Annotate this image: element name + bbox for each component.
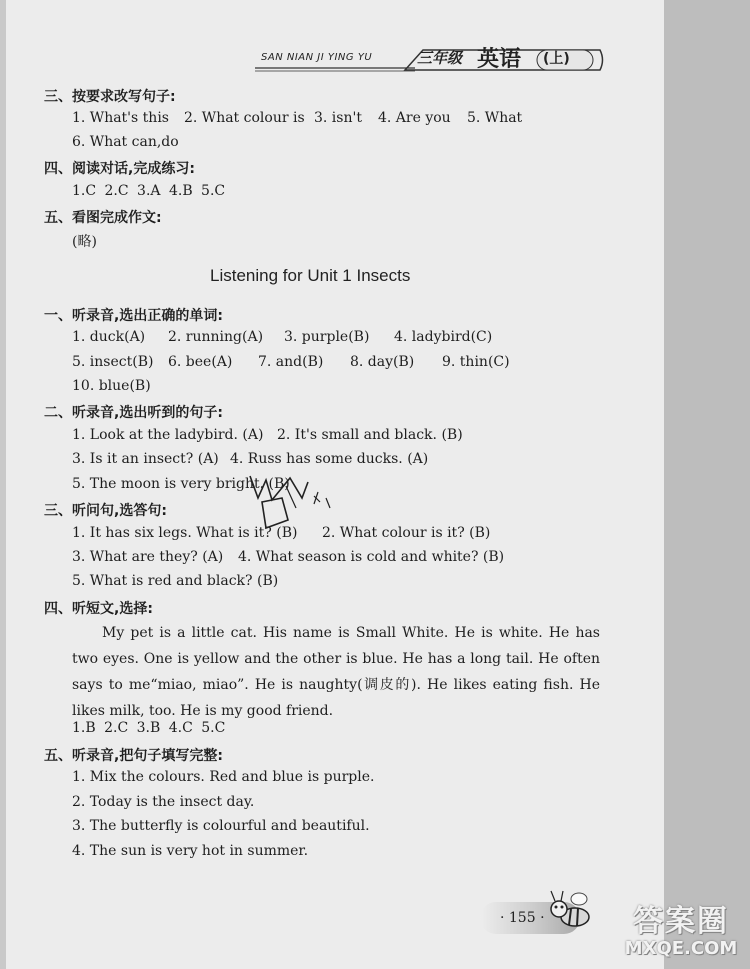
answer-item: 3. isn't [314, 110, 362, 126]
answer-item: 8. day(B) [350, 354, 415, 370]
answer-item: 3. What are they? (A) [72, 549, 224, 565]
header-volume: (上) [543, 51, 570, 67]
section-title: 五、看图完成作文: [44, 210, 162, 226]
answer-item: 3. purple(B) [284, 329, 370, 345]
answer-item: 6. bee(A) [168, 354, 233, 370]
answer-item: 4. Russ has some ducks. (A) [230, 451, 429, 467]
section-title: 五、听录音,把句子填写完整: [44, 748, 223, 764]
section-title: 三、按要求改写句子: [44, 89, 176, 105]
section-title: 一、听录音,选出正确的单词: [44, 308, 223, 324]
background-strip [664, 0, 750, 969]
page-number: · 155 · [500, 910, 545, 926]
section-title: 四、阅读对话,完成练习: [44, 161, 195, 177]
answer-item: 9. thin(C) [442, 354, 510, 370]
handwriting-scribble [230, 468, 340, 548]
header-pinyin: SAN NIAN JI YING YU [261, 52, 373, 63]
bee-mascot-icon [545, 887, 597, 931]
answer-item: 1. duck(A) [72, 329, 146, 345]
answer-item: 4. Are you [378, 110, 451, 126]
header-subject: 英语 [477, 47, 522, 72]
answer-item: 5. What [467, 110, 523, 126]
answer-item: 2. What colour is it? (B) [322, 525, 491, 541]
unit-title: Listening for Unit 1 Insects [210, 266, 411, 285]
answer-item: 2. It's small and black. (B) [277, 427, 463, 443]
answer-item: 1. Look at the ladybird. (A) [72, 427, 264, 443]
answer-item: 3. Is it an insect? (A) [72, 451, 219, 467]
answer-item: 1. It has six legs. What is it? (B) [72, 525, 298, 541]
answer-line: 4. The sun is very hot in summer. [72, 843, 309, 859]
answer-item: 5. insect(B) [72, 354, 154, 370]
page-header [255, 44, 605, 78]
answer-item: 1. What's this [72, 110, 169, 126]
watermark-logo-text: 答案圈 [633, 904, 729, 939]
answer-line: (略) [72, 234, 97, 250]
watermark [616, 896, 746, 959]
answer-item: 4. What season is cold and white? (B) [238, 549, 505, 565]
section-title: 四、听短文,选择: [44, 601, 153, 617]
answer-line: 5. What is red and black? (B) [72, 573, 279, 589]
answer-line: 1. Mix the colours. Red and blue is purple. [72, 769, 375, 785]
answer-line: 5. The moon is very bright. (B) [72, 476, 290, 492]
section-title: 三、听问句,选答句: [44, 503, 167, 519]
section-title: 二、听录音,选出听到的句子: [44, 405, 223, 421]
answer-line: 2. Today is the insect day. [72, 794, 255, 810]
answer-item: 7. and(B) [258, 354, 324, 370]
watermark-url: MXQE.COM [624, 938, 738, 959]
answer-item: 4. ladybird(C) [394, 329, 493, 345]
answer-line: 10. blue(B) [72, 378, 151, 394]
answer-line: 1.B 2.C 3.B 4.C 5.C [72, 720, 226, 736]
answer-line: 6. What can,do [72, 134, 179, 150]
answer-line: 3. The butterfly is colourful and beautiful. [72, 818, 370, 834]
reading-passage: My pet is a little cat. His name is Small White. He is white. He has two eyes. One is yellow and the other is blue. He has a long tail. He often says to me“miao, miao”. He is naughty(调皮的). He likes eating fish. He likes milk, too. He is my good friend. [72, 625, 600, 719]
answer-item: 2. What colour is [184, 110, 305, 126]
answer-line: 1.C 2.C 3.A 4.B 5.C [72, 183, 226, 199]
header-grade: 三年级 [417, 49, 463, 67]
answer-item: 2. running(A) [168, 329, 264, 345]
